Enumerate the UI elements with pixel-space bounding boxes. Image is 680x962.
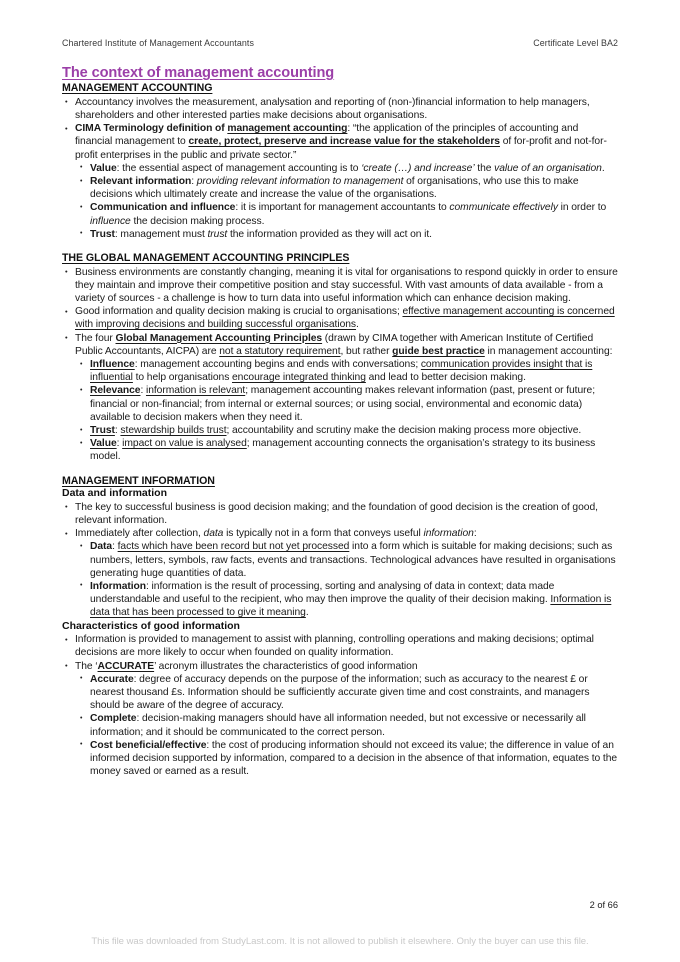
list-item [78, 712, 618, 738]
subheading-data-and-information: Data and information [62, 487, 168, 500]
bullet-text: The key to successful business is good decision making; and the foundation of good decision is the creation of good, relevant information. [75, 501, 598, 526]
bullet-text: and lead to better decision making. [365, 372, 526, 384]
bullet-text: : [116, 438, 123, 450]
bullet-text-italic: value of an organisation [494, 162, 602, 174]
list-characteristics [62, 633, 618, 778]
bullet-text: : the essential aspect of management accounting is to [116, 162, 362, 174]
bullet-text: Information is provided to management to assist with planning, controlling operations and making decisions; optimal decisions are more likely to occur when founded on quality information. [75, 634, 594, 659]
bullet-text-italic: information [423, 528, 474, 540]
list-item [78, 384, 618, 424]
bullet-text: : [112, 541, 118, 553]
bullet-label: Value [90, 162, 117, 174]
bullet-text: Good information and quality decision making is crucial to organisations; [75, 306, 403, 318]
bullet-text-italic: providing relevant information to management [196, 176, 404, 188]
sublist-data-information [75, 540, 618, 619]
section-heading-global-principles: THE GLOBAL MANAGEMENT ACCOUNTING PRINCIPLES [62, 252, 350, 265]
section-heading-management-accounting: MANAGEMENT ACCOUNTING [62, 82, 213, 95]
bullet-label: Influence [90, 359, 135, 370]
list-item [78, 175, 618, 201]
bullet-text: . [601, 162, 605, 174]
download-watermark: This file was downloaded from StudyLast.com. It is not allowed to publish it elsewhere. Only the buyer can use this file. [91, 936, 589, 947]
emphasis-term: effective management accounting is concerned with improving decisions and building successful organisations [75, 306, 615, 331]
bullet-label: Cost beneficial/effective [90, 739, 207, 751]
list-item [62, 266, 618, 306]
emphasis-term: stewardship builds trust [120, 425, 227, 437]
list-item [78, 437, 618, 463]
emphasis-term: create, protect, preserve and increase value for the stakeholders [188, 136, 500, 148]
bullet-text: : “the application of the principles of accounting and financial management to [75, 123, 579, 148]
bullet-label: Relevance [90, 385, 141, 397]
list-item [62, 332, 618, 464]
bullet-label: Communication and influence [90, 202, 236, 214]
bullet-text: : management accounting begins and ends with conversations; [134, 359, 421, 370]
bullet-label: CIMA Terminology definition of [75, 123, 228, 135]
bullet-text: . [356, 319, 359, 331]
emphasis-term: encourage integrated thinking [232, 372, 366, 384]
list-item [78, 201, 618, 227]
page-content [62, 38, 618, 778]
bullet-text: ; management accounting connects the organisation’s strategy to its business model. [90, 438, 596, 463]
bullet-label: Trust [90, 425, 115, 437]
bullet-text: to help organisations [132, 372, 232, 384]
list-item [78, 228, 618, 241]
bullet-text-italic: influence [90, 215, 131, 227]
list-item [78, 358, 618, 384]
bullet-label: Data [90, 541, 113, 553]
sublist-management-accounting [75, 162, 618, 241]
bullet-text-italic: ‘create (…) and increase’ [361, 162, 475, 174]
bullet-text: into a form which is suitable for making decisions; such as numbers, letters, symbols, raw facts, events and transactions. Technological advances have resulted in organisations generating huge quantities of data. [90, 541, 616, 579]
list-global-principles [62, 266, 618, 464]
bullet-text: : [140, 385, 146, 397]
bullet-text: the decision making process. [130, 215, 265, 227]
bullet-text: : [114, 425, 121, 437]
emphasis-term: Global Management Accounting Principles [115, 332, 323, 344]
emphasis-term: communication provides insight that is influential [90, 359, 593, 384]
list-item [78, 540, 618, 580]
list-item [62, 96, 618, 122]
subheading-characteristics: Characteristics of good information [62, 619, 240, 632]
bullet-text: : degree of accuracy depends on the purpose of the information; such as accuracy to the nearest £ or nearest thousand £s. Information should be sufficiently accurate given time and cost constraints, and managers should be aware of the degree of accuracy. [90, 673, 590, 712]
bullet-text: . [305, 607, 309, 619]
bullet-text: of for-profit and not-for-profit enterprises in the public and private sector.” [75, 136, 607, 161]
list-item [62, 122, 618, 241]
list-item [62, 527, 618, 619]
bullet-label: Relevant information [90, 176, 192, 188]
list-item [62, 305, 618, 331]
running-header-right: Certificate Level BA2 [533, 38, 618, 48]
emphasis-term: Information is data that has been processed to give it meaning [90, 594, 612, 619]
list-item [78, 580, 618, 620]
bullet-text: : management must [114, 228, 208, 240]
bullet-text: : information is the result of processing, sorting and analysing of data in context; data made understandable and useful to the recipient, who may then improve the quality of their decision making. [90, 580, 555, 606]
bullet-text: ; accountability and scrutiny make the decision making process more objective. [226, 425, 582, 437]
page-number: 2 of 66 [589, 900, 618, 910]
bullet-text: : decision-making managers should have all information needed, but not excessive or necessarily all information; and it should be communicated to the correct person. [90, 713, 586, 738]
bullet-text: is typically not in a form that conveys useful [223, 528, 424, 540]
emphasis-term: management accounting [227, 123, 348, 135]
list-item [78, 739, 618, 779]
bullet-text: : [191, 176, 197, 188]
list-item [78, 424, 618, 437]
bullet-label: Trust [90, 228, 115, 240]
bullet-text: The ‘ [75, 660, 98, 672]
list-management-accounting [62, 96, 618, 241]
list-item [62, 633, 618, 659]
list-item [62, 660, 618, 779]
bullet-text: Immediately after collection, [75, 528, 204, 540]
bullet-text: in order to [557, 202, 607, 214]
emphasis-term: impact on value is analysed [122, 438, 247, 450]
list-management-information [62, 501, 618, 620]
bullet-text: the information provided as they will act on it. [227, 228, 432, 240]
bullet-label: Information [90, 580, 147, 592]
running-header [62, 38, 618, 48]
bullet-text: the [474, 162, 495, 174]
bullet-label: Value [90, 438, 117, 450]
emphasis-term: guide best practice [392, 345, 485, 357]
emphasis-term: not a statutory requirement [219, 345, 341, 357]
bullet-text-italic: data [203, 528, 224, 540]
sublist-principles [75, 358, 618, 464]
sublist-accurate-characteristics [75, 673, 618, 779]
bullet-text: of organisations, who use this to make decisions which ultimately create and increase the value of the organisations. [90, 176, 579, 201]
bullet-text: (drawn by CIMA together with American Institute of Certified Public Accountants, AICPA) are [75, 332, 594, 357]
bullet-text: Business environments are constantly changing, meaning it is vital for organisations to respond quickly in order to ensure they maintain and improve their competitive position and stay successful. With vast amounts of data available - from a variety of sources - a challenge is how to turn data into useful information which can enhance decision making. [75, 266, 618, 304]
list-item [78, 673, 618, 713]
bullet-text: : it is important for management accountants to [235, 202, 450, 214]
bullet-text: The four [75, 332, 116, 344]
list-item [62, 501, 618, 527]
bullet-label: Complete [90, 713, 137, 725]
emphasis-term: facts which have been record but not yet processed [117, 541, 350, 553]
bullet-text: Accountancy involves the measurement, analysation and reporting of (non-)financial information to help managers, shareholders and other interested parties make decisions about organisations. [75, 96, 590, 122]
running-header-left: Chartered Institute of Management Accountants [62, 38, 254, 48]
bullet-text-italic: communicate effectively [449, 202, 558, 214]
emphasis-term: information is relevant [145, 385, 246, 397]
section-heading-management-information: MANAGEMENT INFORMATION [62, 474, 215, 487]
bullet-text: in management accounting: [484, 345, 613, 357]
bullet-text: ; management accounting makes relevant information (past, present or future; financial or non-financial; from internal or external sources; or using social, environmental and economic data) available to decision makers when they need it. [90, 385, 596, 423]
acronym-accurate: ACCURATE [97, 660, 155, 672]
bullet-text: , but rather [340, 345, 393, 357]
bullet-text: : [473, 528, 477, 540]
bullet-text: ’ acronym illustrates the characteristics of good information [154, 660, 418, 672]
list-item [78, 162, 618, 175]
bullet-text: : the cost of producing information should not exceed its value; the difference in value of an informed decision supported by information, compared to a decision in the absence of that information, equates to the money saved or earned as a result. [90, 739, 618, 778]
bullet-text-italic: trust [207, 228, 228, 240]
page-title: The context of management accounting [62, 65, 335, 81]
bullet-label: Accurate [90, 673, 134, 685]
